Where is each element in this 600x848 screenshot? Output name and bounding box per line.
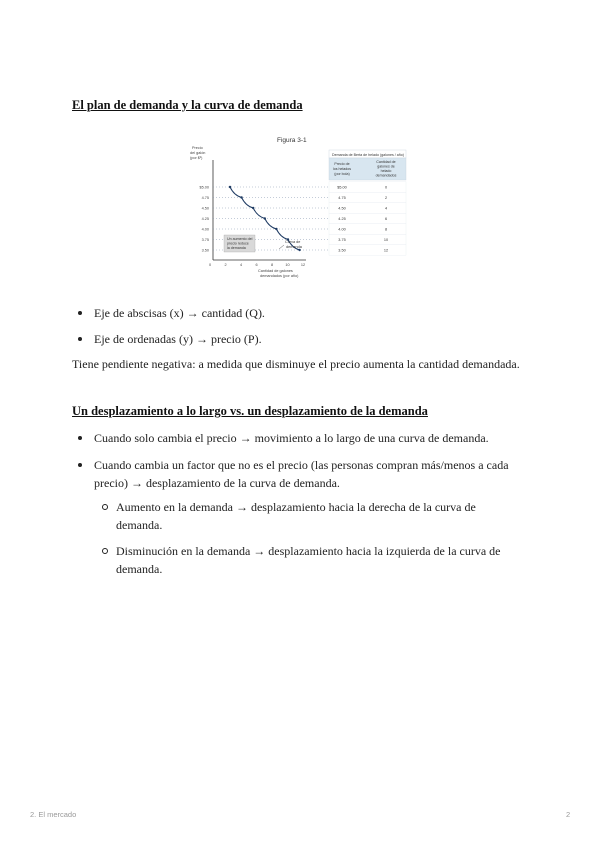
demand-curve-chart bbox=[180, 132, 410, 282]
curve-label-line2: demanda bbox=[286, 245, 302, 249]
table-cell-quantity: 6 bbox=[384, 216, 388, 221]
y-tick-label: 4.50 bbox=[201, 206, 209, 211]
annotation-line3: la demanda bbox=[227, 246, 246, 250]
y-axis-label-line1: Precio bbox=[192, 146, 203, 150]
demand-point bbox=[240, 196, 242, 198]
col2-header-line3: helado bbox=[380, 169, 392, 173]
table-cell-price: 3.50 bbox=[338, 248, 346, 253]
demand-point bbox=[298, 249, 300, 251]
footer-section-label: 2. El mercado bbox=[30, 810, 77, 819]
demand-point bbox=[252, 207, 254, 209]
col1-header-line2: los helados bbox=[332, 167, 352, 171]
table-cell-price: 4.25 bbox=[338, 216, 346, 221]
col1-header-line3: (por bola) bbox=[334, 172, 350, 176]
annotation-line2: precio reduce bbox=[227, 241, 249, 246]
x-tick-label: 12 bbox=[300, 263, 306, 267]
sub-bullet-increase-line2: demanda. bbox=[116, 518, 163, 532]
sub-bullet-increase-line1: Aumento en la demanda → desplazamiento hacia la derecha de la curva de bbox=[116, 500, 476, 514]
demand-point bbox=[264, 217, 266, 219]
table-cell-price: 4.75 bbox=[338, 195, 346, 200]
col1-header-line1: Precio de bbox=[334, 162, 350, 166]
bullet-y-axis: Eje de ordenadas (y) → precio (P). bbox=[94, 332, 262, 346]
table-cell-quantity: 10 bbox=[383, 237, 389, 242]
col2-header-line2: galones de bbox=[377, 164, 395, 169]
demand-figure bbox=[180, 132, 410, 282]
bullet-x-axis: Eje de abscisas (x) → cantidad (Q). bbox=[94, 306, 265, 320]
table-cell-quantity: 2 bbox=[384, 195, 388, 200]
curve-label-pointer bbox=[279, 245, 284, 249]
circle-bullet-icon bbox=[102, 504, 108, 510]
bullet-icon bbox=[78, 337, 82, 341]
bullet-icon bbox=[78, 311, 82, 315]
col2-header-line4: demandados bbox=[375, 173, 397, 178]
circle-bullet-icon bbox=[102, 548, 108, 554]
bullet-factor-change-line1: Cuando cambia un factor que no es el precio (las personas compran más/menos a cada bbox=[94, 458, 509, 472]
x-tick-label: 0 bbox=[208, 263, 212, 267]
y-tick-label: 4.75 bbox=[201, 195, 209, 200]
x-axis-label-line2: demandados (por año) bbox=[260, 274, 299, 278]
x-tick-label: 8 bbox=[270, 263, 274, 267]
y-tick-label: 4.25 bbox=[201, 216, 209, 221]
y-tick-label: 4.00 bbox=[201, 227, 209, 232]
bullet-price-change: Cuando solo cambia el precio → movimiento a lo largo de una curva de demanda. bbox=[94, 431, 489, 445]
curve-label-line1: Curva de bbox=[285, 240, 301, 244]
x-tick-label: 6 bbox=[255, 263, 258, 267]
col2-header-line1: Cantidad de bbox=[376, 160, 396, 164]
table-cell-price: 4.50 bbox=[338, 206, 346, 211]
bullet-icon bbox=[78, 463, 82, 467]
bullet-factor-change-line2: precio) → desplazamiento de la curva de demanda. bbox=[94, 476, 340, 490]
table-cell-price: 3.75 bbox=[338, 237, 346, 242]
section-heading-demand-schedule: El plan de demanda y la curva de demanda bbox=[72, 98, 303, 112]
y-tick-label: 3.50 bbox=[201, 248, 209, 253]
x-tick-label: 4 bbox=[239, 263, 243, 267]
footer-page-number: 2 bbox=[566, 810, 571, 819]
table-cell-quantity: 12 bbox=[383, 248, 389, 253]
slope-paragraph: Tiene pendiente negativa: a medida que disminuye el precio aumenta la cantidad demandada. bbox=[72, 357, 520, 371]
demand-point bbox=[275, 228, 277, 230]
y-axis-label-line3: (por $²) bbox=[190, 156, 203, 160]
section-heading-shift: Un desplazamiento a lo largo vs. un desplazamiento de la demanda bbox=[72, 404, 428, 418]
sub-bullet-decrease-line2: demanda. bbox=[116, 562, 163, 576]
bullet-icon bbox=[78, 436, 82, 440]
demand-point bbox=[229, 186, 231, 188]
x-tick-label: 10 bbox=[285, 263, 290, 267]
table-title: Demanda de Berta de helado (galones / año) bbox=[332, 153, 404, 157]
y-tick-label: $5.00 bbox=[199, 185, 209, 190]
table-cell-price: 4.00 bbox=[338, 227, 346, 232]
figure-title: Figura 3-1 bbox=[277, 137, 307, 144]
y-axis-label-line2: del galón bbox=[190, 151, 206, 155]
table-cell-quantity: 8 bbox=[384, 227, 388, 232]
table-cell-price: $5.00 bbox=[337, 185, 347, 190]
x-axis-label-line1: Cantidad de galones bbox=[258, 269, 293, 273]
sub-bullet-decrease-line1: Disminución en la demanda → desplazamiento hacia la izquierda de la curva de bbox=[116, 544, 501, 558]
annotation-line1: Un aumento del bbox=[227, 237, 253, 241]
table-cell-quantity: 0 bbox=[384, 185, 388, 190]
x-tick-label: 2 bbox=[224, 263, 227, 267]
table-cell-quantity: 4 bbox=[384, 206, 388, 211]
y-tick-label: 3.75 bbox=[201, 237, 209, 242]
